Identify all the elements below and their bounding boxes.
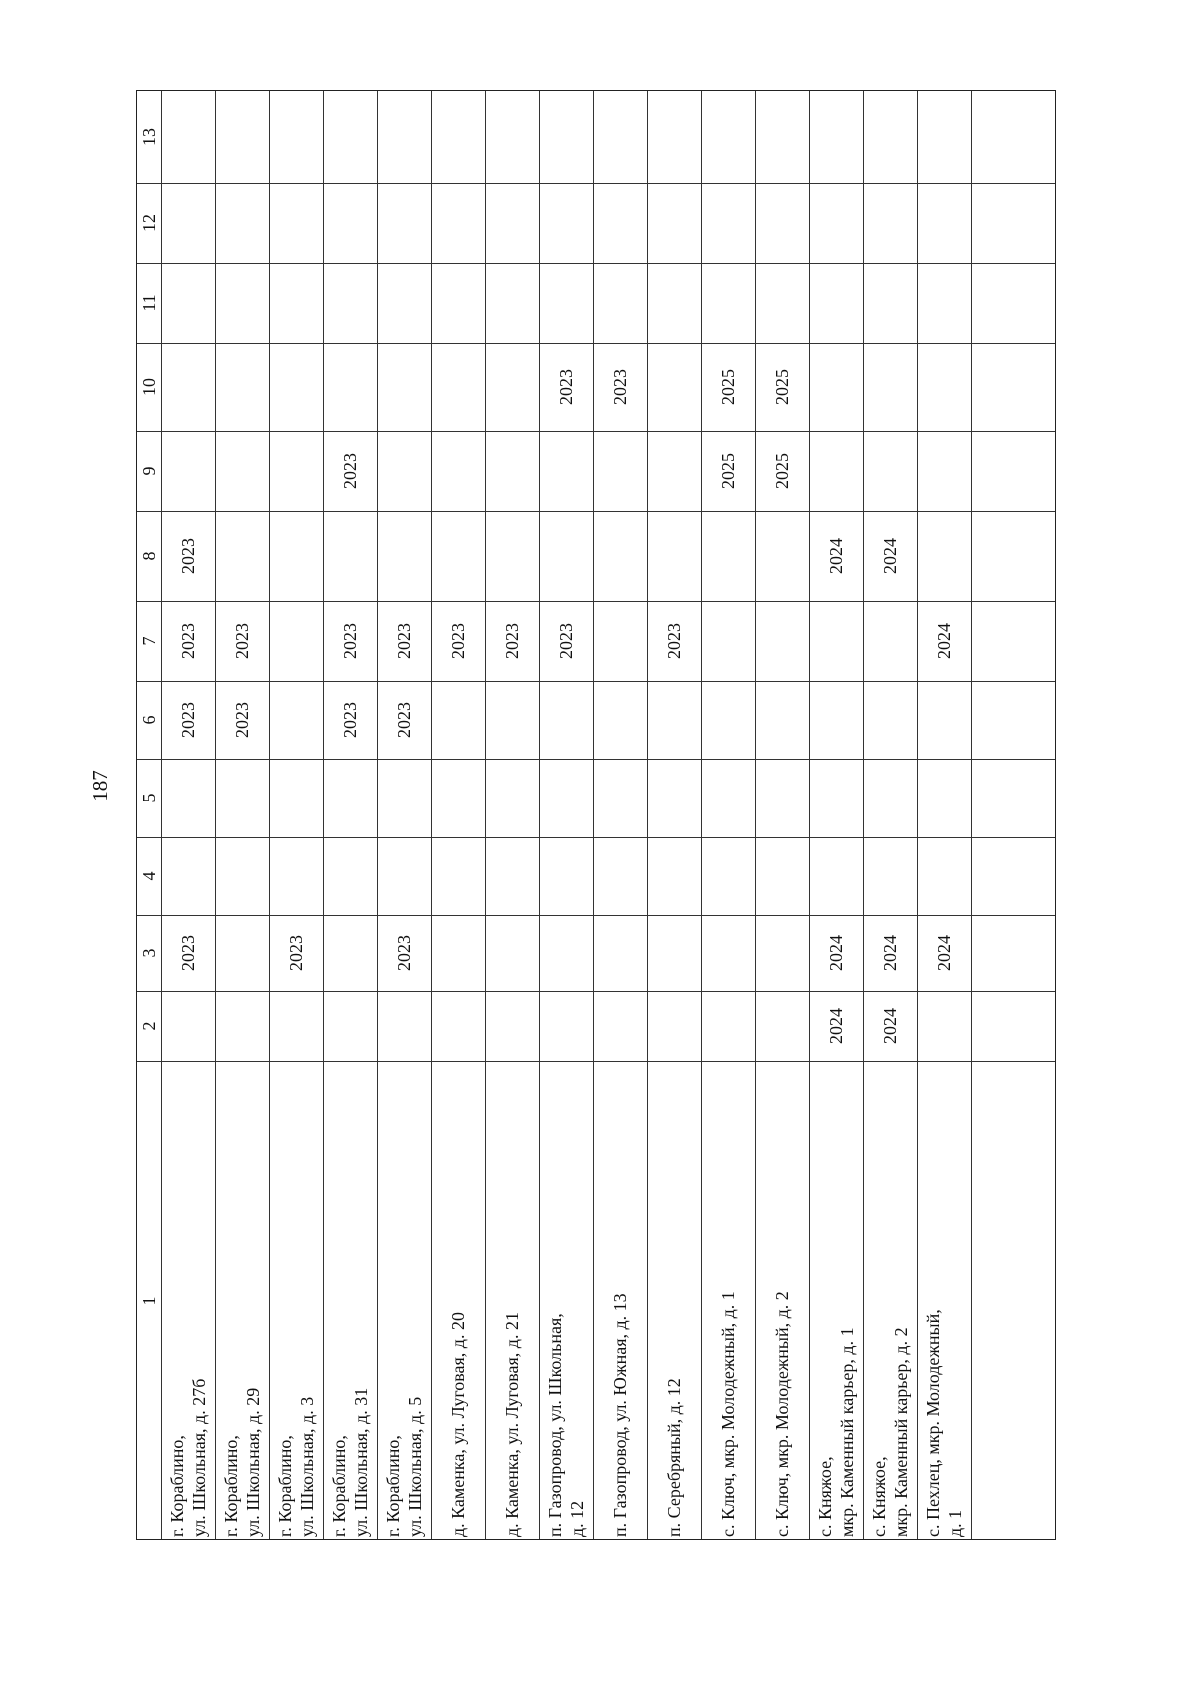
data-table [136, 90, 1056, 1540]
year-cell: 2023 [502, 623, 522, 659]
year-cell: 2023 [610, 369, 630, 405]
table-column-divider [137, 601, 1055, 602]
year-cell: 2023 [556, 369, 576, 405]
table-column-divider [137, 511, 1055, 512]
address-cell: г. Кораблино, ул. Школьная, д. 31 [329, 1387, 371, 1537]
year-cell: 2024 [880, 538, 900, 574]
address-cell: п. Газопровод, ул. Школьная, д. 12 [545, 1313, 587, 1537]
table-column-divider [137, 263, 1055, 264]
year-cell: 2025 [772, 369, 792, 405]
year-cell: 2023 [232, 623, 252, 659]
year-cell: 2023 [448, 623, 468, 659]
year-cell: 2023 [340, 623, 360, 659]
address-cell: с. Княжое, мкр. Каменный карьер, д. 1 [815, 1327, 857, 1537]
year-cell: 2023 [340, 453, 360, 489]
table-column-divider [137, 681, 1055, 682]
year-cell: 2023 [340, 702, 360, 738]
address-cell: с. Ключ, мкр. Молодежный, д. 1 [718, 1291, 738, 1537]
address-cell: п. Газопровод, ул. Южная, д. 13 [610, 1293, 630, 1537]
header-cell: 9 [139, 466, 159, 476]
header-cell: 2 [139, 1021, 159, 1031]
year-cell: 2023 [394, 702, 414, 738]
header-cell: 7 [139, 636, 159, 646]
header-cell: 3 [139, 948, 159, 958]
header-cell: 5 [139, 793, 159, 803]
address-cell: с. Пехлец, мкр. Молодежный, д. 1 [923, 1309, 965, 1537]
year-cell: 2024 [826, 1008, 846, 1044]
table-column-divider [137, 837, 1055, 838]
year-cell: 2024 [826, 935, 846, 971]
year-cell: 2023 [232, 702, 252, 738]
page-number: 187 [88, 770, 112, 802]
address-cell: г. Кораблино, ул. Школьная, д. 5 [383, 1396, 425, 1537]
header-cell: 11 [139, 294, 159, 312]
table-column-divider [137, 431, 1055, 432]
address-cell: с. Ключ, мкр. Молодежный, д. 2 [772, 1291, 792, 1537]
table-column-divider [137, 343, 1055, 344]
address-cell: с. Княжое, мкр. Каменный карьер, д. 2 [869, 1327, 911, 1537]
table-column-divider [137, 915, 1055, 916]
year-cell: 2024 [880, 1008, 900, 1044]
year-cell: 2024 [934, 623, 954, 659]
table-column-divider [137, 759, 1055, 760]
header-cell: 12 [139, 214, 159, 232]
table-row-divider [971, 91, 972, 1539]
year-cell: 2024 [934, 935, 954, 971]
address-cell: д. Каменка, ул. Луговая, д. 21 [502, 1312, 522, 1537]
header-cell: 6 [139, 715, 159, 725]
year-cell: 2025 [772, 453, 792, 489]
year-cell: 2023 [286, 935, 306, 971]
year-cell: 2024 [880, 935, 900, 971]
header-cell: 13 [139, 128, 159, 146]
table-column-divider [137, 183, 1055, 184]
year-cell: 2023 [664, 623, 684, 659]
header-cell: 4 [139, 871, 159, 881]
address-cell: г. Кораблино, ул. Школьная, д. 3 [275, 1396, 317, 1537]
table-column-divider [137, 1061, 1055, 1062]
year-cell: 2023 [178, 623, 198, 659]
header-cell: 10 [139, 378, 159, 396]
address-cell: г. Кораблино, ул. Школьная, д. 27б [167, 1378, 209, 1537]
year-cell: 2023 [394, 935, 414, 971]
year-cell: 2023 [394, 623, 414, 659]
year-cell: 2023 [556, 623, 576, 659]
address-cell: г. Кораблино, ул. Школьная, д. 29 [221, 1387, 263, 1537]
address-cell: п. Серебряный, д. 12 [664, 1378, 684, 1537]
year-cell: 2025 [718, 453, 738, 489]
header-cell: 8 [139, 551, 159, 561]
header-cell: 1 [139, 1296, 159, 1306]
year-cell: 2025 [718, 369, 738, 405]
year-cell: 2024 [826, 538, 846, 574]
table-column-divider [137, 991, 1055, 992]
year-cell: 2023 [178, 935, 198, 971]
year-cell: 2023 [178, 538, 198, 574]
address-cell: д. Каменка, ул. Луговая, д. 20 [448, 1312, 468, 1537]
year-cell: 2023 [178, 702, 198, 738]
